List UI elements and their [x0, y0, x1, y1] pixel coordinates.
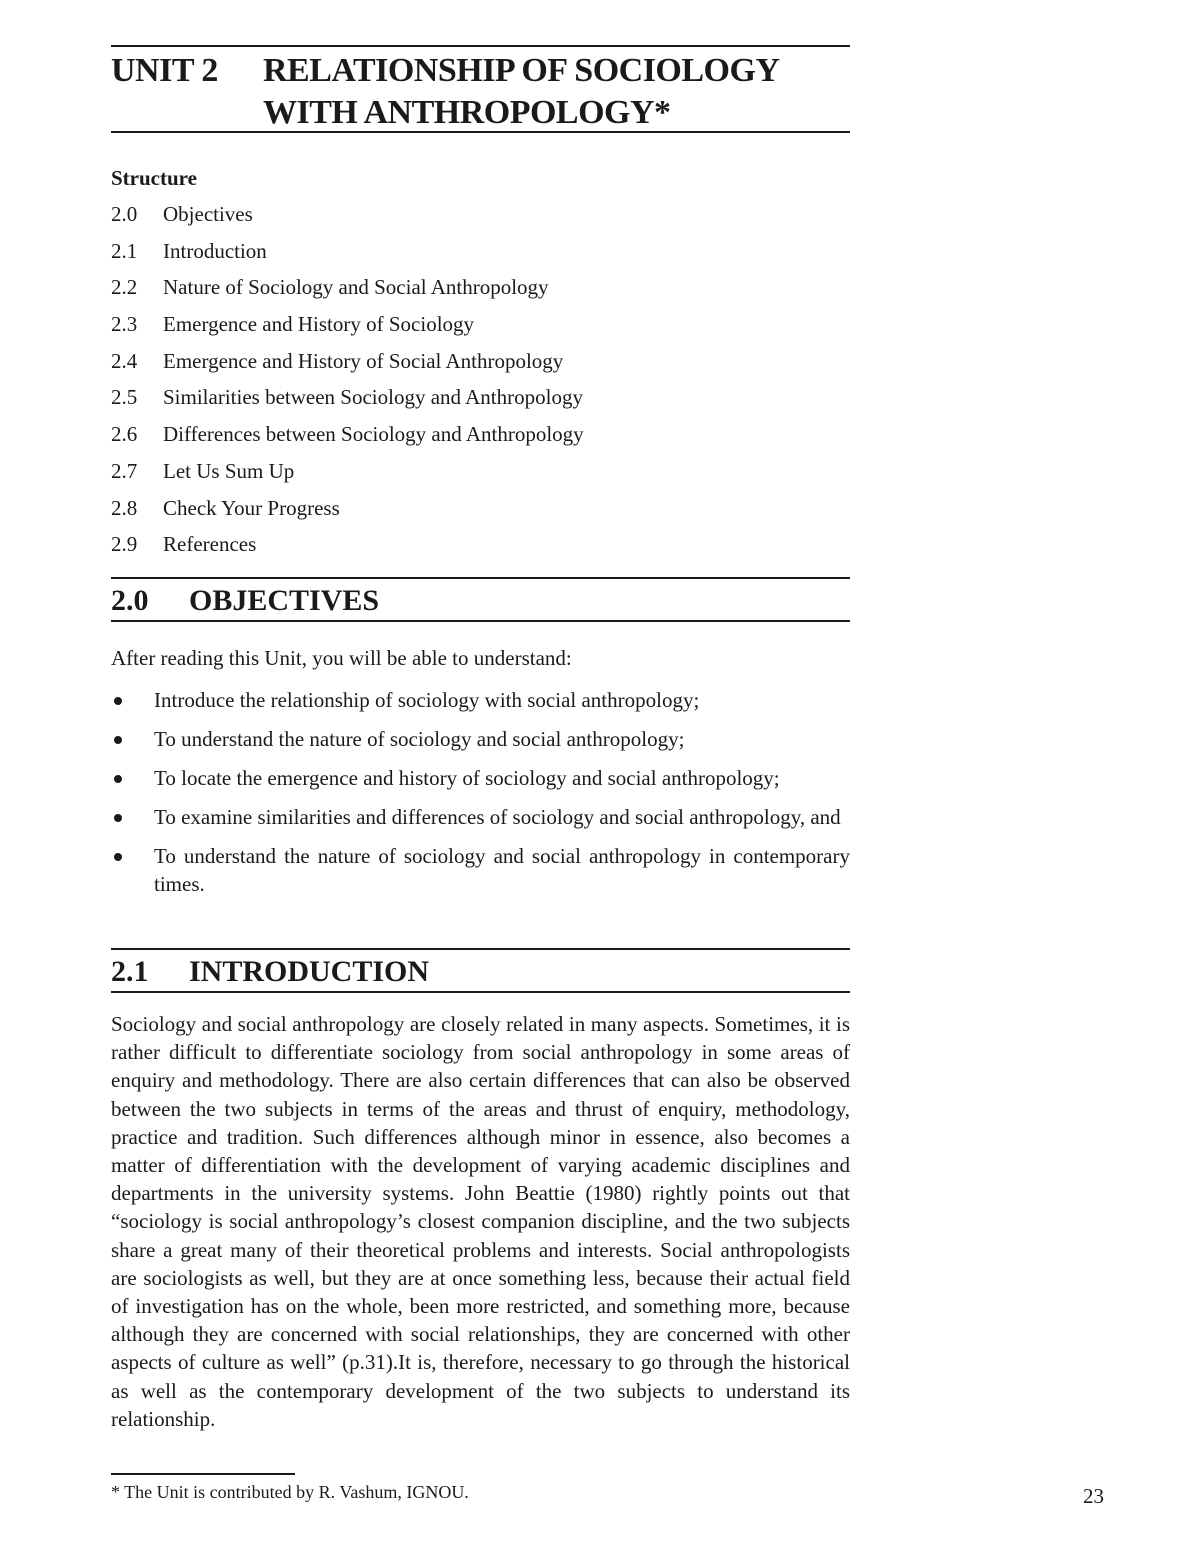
structure-item: [111, 271, 584, 308]
objectives-title: OBJECTIVES: [189, 584, 380, 617]
structure-item-text: Check Your Progress: [163, 495, 340, 520]
objective-text: Introduce the relationship of sociology with social anthropology;: [154, 688, 700, 712]
objective-item: [111, 764, 850, 792]
objective-text: To understand the nature of sociology and social anthropology in contemporary times.: [154, 844, 850, 896]
objectives-intro: After reading this Unit, you will be able to understand:: [111, 646, 572, 670]
objectives-number: 2.0: [111, 584, 149, 617]
objective-item: [111, 803, 850, 831]
structure-list: [111, 198, 584, 565]
structure-item-number: 2.4: [111, 348, 138, 373]
structure-item: [111, 455, 584, 492]
structure-item: [111, 198, 584, 235]
structure-item-number: 2.3: [111, 312, 138, 337]
structure-label: Structure: [111, 166, 197, 190]
objectives-bottom-rule: [111, 620, 850, 622]
page-number: 23: [1083, 1484, 1104, 1508]
bullet-icon: [114, 736, 122, 744]
structure-item-text: Objectives: [163, 202, 253, 226]
unit-title-line2: WITH ANTHROPOLOGY*: [263, 94, 671, 131]
structure-item-number: 2.6: [111, 422, 138, 447]
structure-item-number: 2.5: [111, 385, 138, 410]
introduction-heading: [111, 952, 429, 992]
structure-item: [111, 528, 584, 565]
footnote-rule: [111, 1473, 295, 1475]
objective-item: [111, 686, 850, 714]
objective-item: [111, 842, 850, 898]
introduction-bottom-rule: [111, 991, 850, 993]
structure-item-text: References: [163, 532, 257, 557]
structure-item-text: Introduction: [163, 238, 267, 263]
objectives-top-rule: [111, 577, 850, 579]
structure-item-number: 2.2: [111, 275, 138, 300]
structure-item-text: Similarities between Sociology and Anthropology: [163, 385, 583, 410]
structure-item: [111, 492, 584, 529]
footnote: * The Unit is contributed by R. Vashum, IGNOU.: [111, 1482, 469, 1502]
structure-item-text: Emergence and History of Social Anthropology: [163, 348, 564, 373]
unit-title-line1: RELATIONSHIP OF SOCIOLOGY: [263, 52, 780, 89]
introduction-body: Sociology and social anthropology are closely related in many aspects. Sometimes, it is rather difficult to differentiate sociology from social anthropology in some areas of enquiry and methodology. There are also certain differences that can also be observed between the two subjects in terms of the areas and thrust of enquiry, methodology, practice and tradition. Such differences although minor in essence, also becomes a matter of differentiation with the development of varying academic disciplines and departments in the university systems. John Beattie (1980) rightly points out that “sociology is social anthropology’s closest companion discipline, and the two subjects share a great many of their theoretical problems and interests. Social anthropologists are sociologists as well, but they are at once something less, because their actual field of investigation has on the whole, been more restricted, and something more, because although they are concerned with social relationships, they are concerned with other aspects of culture as well” (p.31).It is, therefore, necessary to go through the historical as well as the contemporary development of the two subjects to understand its relationship.: [111, 1012, 850, 1431]
structure-item: [111, 235, 584, 272]
structure-item-number: 2.7: [111, 458, 138, 483]
introduction-title: INTRODUCTION: [189, 955, 430, 988]
objective-text: To examine similarities and differences of sociology and social anthropology, and: [154, 805, 841, 829]
bullet-icon: [114, 853, 122, 861]
unit-number: UNIT 2: [111, 52, 218, 89]
objective-item: [111, 725, 850, 753]
bullet-icon: [114, 697, 122, 705]
structure-item-text: Nature of Sociology and Social Anthropology: [163, 275, 549, 300]
bullet-icon: [114, 814, 122, 822]
structure-item: [111, 381, 584, 418]
structure-item-number: 2.8: [111, 495, 138, 520]
structure-item-text: Let Us Sum Up: [163, 458, 295, 483]
structure-item: [111, 308, 584, 345]
title-bottom-rule: [111, 131, 850, 133]
structure-item-number: 2.9: [111, 532, 138, 557]
objective-text: To locate the emergence and history of sociology and social anthropology;: [154, 766, 780, 790]
introduction-top-rule: [111, 948, 850, 950]
structure-item: [111, 418, 584, 455]
objective-text: To understand the nature of sociology and social anthropology;: [154, 727, 685, 751]
introduction-number: 2.1: [111, 955, 149, 988]
title-top-rule: [111, 45, 850, 47]
bullet-icon: [114, 775, 122, 783]
structure-item-number: 2.0: [111, 202, 138, 226]
objectives-list: [111, 686, 850, 909]
structure-item: [111, 345, 584, 382]
structure-item-number: 2.1: [111, 238, 138, 263]
structure-item-text: Emergence and History of Sociology: [163, 312, 475, 337]
structure-item-text: Differences between Sociology and Anthropology: [163, 422, 584, 447]
objectives-heading: [111, 581, 379, 621]
